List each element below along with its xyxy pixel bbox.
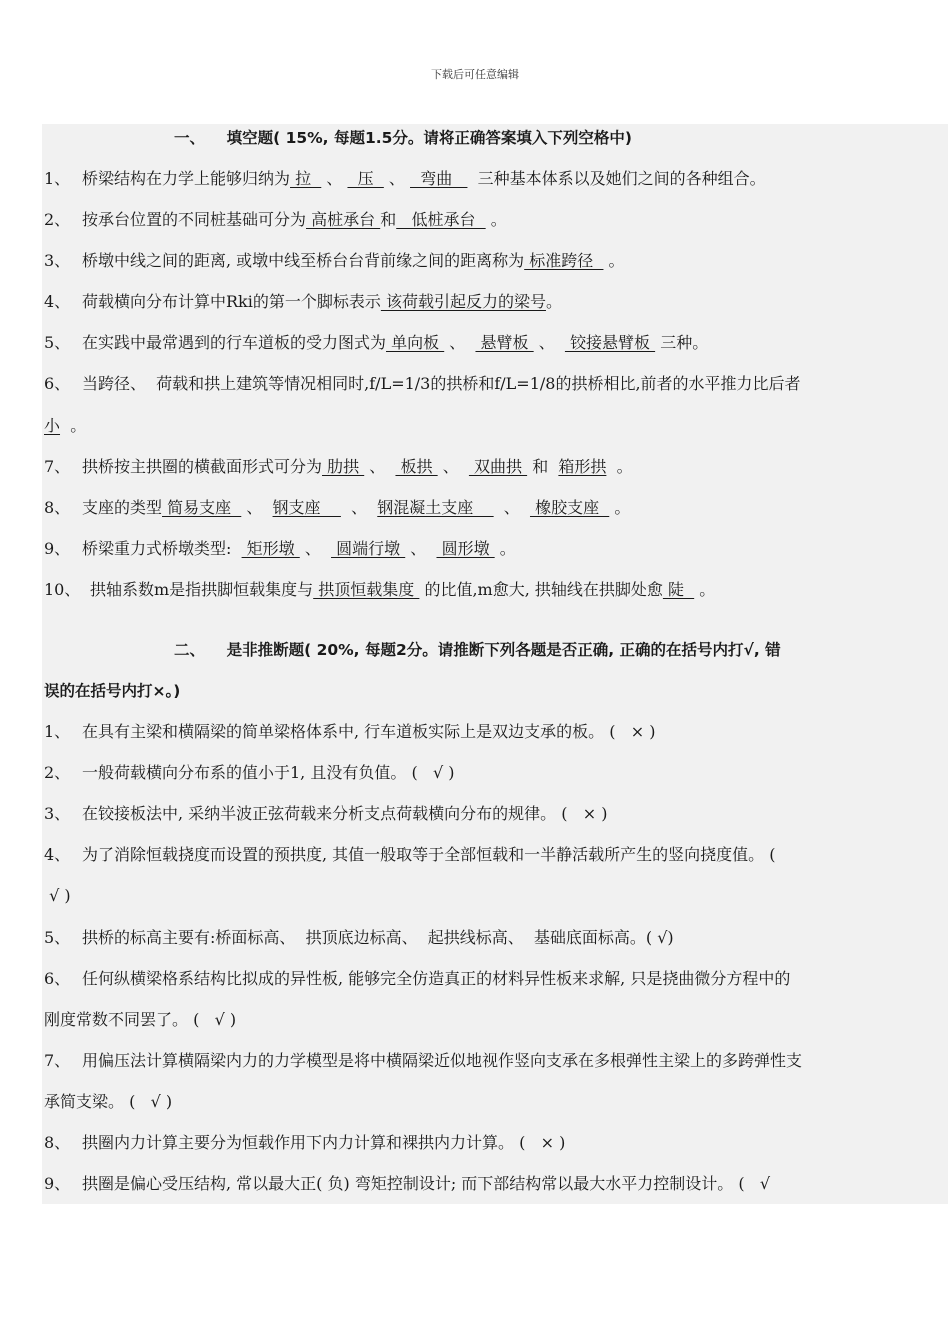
item-number: 3、: [44, 804, 71, 823]
answer-blank: 悬臂板: [475, 333, 534, 352]
question-text: 、: [364, 457, 396, 476]
question-text: 、: [340, 498, 378, 517]
fill-blank-item: [44, 290, 948, 314]
item-number: 4、: [44, 845, 71, 864]
question-text: 三种基本体系以及她们之间的各种组合。: [467, 169, 766, 188]
answer-blank: 钢混凝土支座: [377, 498, 494, 517]
section2-title-line2: 误的在括号内打×。): [44, 682, 181, 700]
fill-blank-item: [44, 455, 948, 479]
fill-blank-item: [44, 537, 948, 561]
item-number: 2、: [44, 210, 71, 229]
question-text: 桥梁重力式桥墩类型:: [82, 539, 242, 558]
question-text: 三种。: [655, 333, 709, 352]
answer-blank: 低桩承台: [396, 210, 486, 229]
question-text: 。: [60, 416, 87, 435]
question-text: 在具有主梁和横隔梁的简单梁格体系中, 行车道板实际上是双边支承的板。 ( × ): [82, 722, 656, 741]
answer-blank: 肋拱: [322, 457, 365, 476]
answer-blank: 陡: [662, 580, 695, 599]
document-body: [42, 124, 948, 1204]
question-text: 、: [321, 169, 348, 188]
item-number: 4、: [44, 292, 71, 311]
answer-blank: 板拱: [395, 457, 438, 476]
answer-blank: 铰接悬臂板: [564, 333, 656, 352]
question-text: 拱轴系数m是指拱脚恒载集度与: [90, 580, 314, 599]
fill-blank-item: [44, 578, 948, 602]
answer-blank: 矩形墩: [241, 539, 300, 558]
question-text: 支座的类型: [82, 498, 163, 517]
fill-blank-item: [44, 414, 948, 438]
answer-blank: 简易支座: [162, 498, 242, 517]
answer-blank: 小: [44, 416, 61, 435]
question-text: 。: [609, 498, 631, 517]
question-text: 拱桥的标高主要有:桥面标高、 拱顶底边标高、 起拱线标高、 基础底面标高。( √): [82, 928, 674, 947]
true-false-item: [44, 1172, 948, 1196]
item-number: 2、: [44, 763, 71, 782]
answer-blank: 双曲拱: [468, 457, 528, 476]
answer-blank: 压: [347, 169, 384, 188]
question-text: 、: [493, 498, 530, 517]
section1-title: 一、 填空题( 15%, 每题1.5分。请将正确答案填入下列空格中): [174, 129, 632, 147]
question-text: 。: [485, 210, 507, 229]
true-false-item: [44, 1131, 948, 1155]
question-text: 当跨径、 荷载和拱上建筑等情况相同时,f/L=1/3的拱桥和f/L=1/8的拱桥相比,前者的水平推力比后者: [82, 374, 801, 393]
fill-blank-item: [44, 208, 948, 232]
answer-blank: 标准跨径: [524, 251, 604, 270]
fill-blank-item: [44, 496, 948, 520]
question-text: 任何纵横梁格系结构比拟成的异性板, 能够完全仿造真正的材料异性板来求解, 只是挠曲微分方程中的: [82, 969, 791, 988]
item-number: 6、: [44, 969, 71, 988]
question-text: 。: [606, 457, 633, 476]
answer-blank: 圆形墩: [436, 539, 495, 558]
fill-blank-item: [44, 167, 948, 191]
question-text: 拱圈是偏心受压结构, 常以最大正( 负) 弯矩控制设计; 而下部结构常以最大水平力控制设计。 ( √: [82, 1174, 771, 1193]
question-text: 和: [527, 457, 559, 476]
question-text: 。: [494, 539, 516, 558]
page-header: 下载后可任意编辑: [431, 68, 519, 81]
item-number: 10、: [44, 580, 81, 599]
item-number: 6、: [44, 374, 71, 393]
true-false-item: [44, 1049, 948, 1073]
item-number: 1、: [44, 722, 71, 741]
fill-blank-item: [44, 331, 948, 355]
item-number: 1、: [44, 169, 71, 188]
item-number: 5、: [44, 333, 71, 352]
item-number: 5、: [44, 928, 71, 947]
question-text: 、: [533, 333, 565, 352]
item-number: 8、: [44, 1133, 71, 1152]
question-text: 的比值,m愈大, 拱轴线在拱脚处愈: [419, 580, 663, 599]
question-text: 、: [437, 457, 469, 476]
answer-blank: 橡胶支座: [529, 498, 610, 517]
section2-title-line1: 二、 是非推断题( 20%, 每题2分。请推断下列各题是否正确, 正确的在括号内打√, 错: [174, 641, 781, 659]
question-text: 承简支梁。 ( √ ): [44, 1092, 173, 1111]
answer-blank: 拉: [290, 169, 322, 188]
true-false-item: [44, 967, 948, 991]
answer-blank: 圆端行墩: [331, 539, 406, 558]
question-text: 拱桥按主拱圈的横截面形式可分为: [82, 457, 323, 476]
answer-blank: 高桩承台: [306, 210, 381, 229]
true-false-item: [44, 802, 948, 826]
true-false-item: [44, 884, 948, 908]
question-text: 。: [545, 292, 562, 311]
answer-blank: 弯曲: [410, 169, 468, 188]
true-false-item: [44, 761, 948, 785]
question-text: 、: [444, 333, 476, 352]
answer-blank: 单向板: [386, 333, 445, 352]
question-text: √ ): [44, 886, 71, 905]
question-text: 为了消除恒载挠度而设置的预拱度, 其值一般取等于全部恒载和一半静活载所产生的竖向挠度值。 (: [82, 845, 776, 864]
question-text: 、: [405, 539, 437, 558]
item-number: 7、: [44, 1051, 71, 1070]
true-false-item: [44, 926, 948, 950]
question-text: 。: [694, 580, 716, 599]
question-text: 荷载横向分布计算中Rki的第一个脚标表示: [82, 292, 381, 311]
true-false-item: [44, 1008, 948, 1032]
fill-blank-item: [44, 372, 948, 396]
question-text: 桥梁结构在力学上能够归纳为: [82, 169, 291, 188]
fill-blank-item: [44, 249, 948, 273]
answer-blank: 箱形拱: [558, 457, 607, 476]
item-number: 8、: [44, 498, 71, 517]
question-text: 拱圈内力计算主要分为恒载作用下内力计算和裸拱内力计算。 ( × ): [82, 1133, 566, 1152]
answer-blank: 钢支座: [272, 498, 341, 517]
true-false-item: [44, 843, 948, 867]
question-text: 、: [241, 498, 273, 517]
true-false-item: [44, 1090, 948, 1114]
question-text: 桥墩中线之间的距离, 或墩中线至桥台台背前缘之间的距离称为: [82, 251, 525, 270]
answer-blank: 该荷载引起反力的梁号: [380, 292, 546, 311]
question-text: 一般荷载横向分布系的值小于1, 且没有负值。 ( √ ): [82, 763, 455, 782]
item-number: 3、: [44, 251, 71, 270]
question-text: 、: [299, 539, 332, 558]
question-text: 按承台位置的不同桩基础可分为: [82, 210, 307, 229]
question-text: 刚度常数不同罢了。 ( √ ): [44, 1010, 237, 1029]
item-number: 9、: [44, 1174, 71, 1193]
item-number: 7、: [44, 457, 71, 476]
question-text: 在铰接板法中, 采纳半波正弦荷载来分析支点荷载横向分布的规律。 ( × ): [82, 804, 608, 823]
question-text: 用偏压法计算横隔梁内力的力学模型是将中横隔梁近似地视作竖向支承在多根弹性主梁上的多跨弹性支: [82, 1051, 803, 1070]
question-text: 在实践中最常遇到的行车道板的受力图式为: [82, 333, 387, 352]
question-text: 、: [383, 169, 411, 188]
item-number: 9、: [44, 539, 71, 558]
question-text: 和: [380, 210, 397, 229]
answer-blank: 拱顶恒载集度: [313, 580, 420, 599]
question-text: 。: [603, 251, 625, 270]
true-false-item: [44, 720, 948, 744]
